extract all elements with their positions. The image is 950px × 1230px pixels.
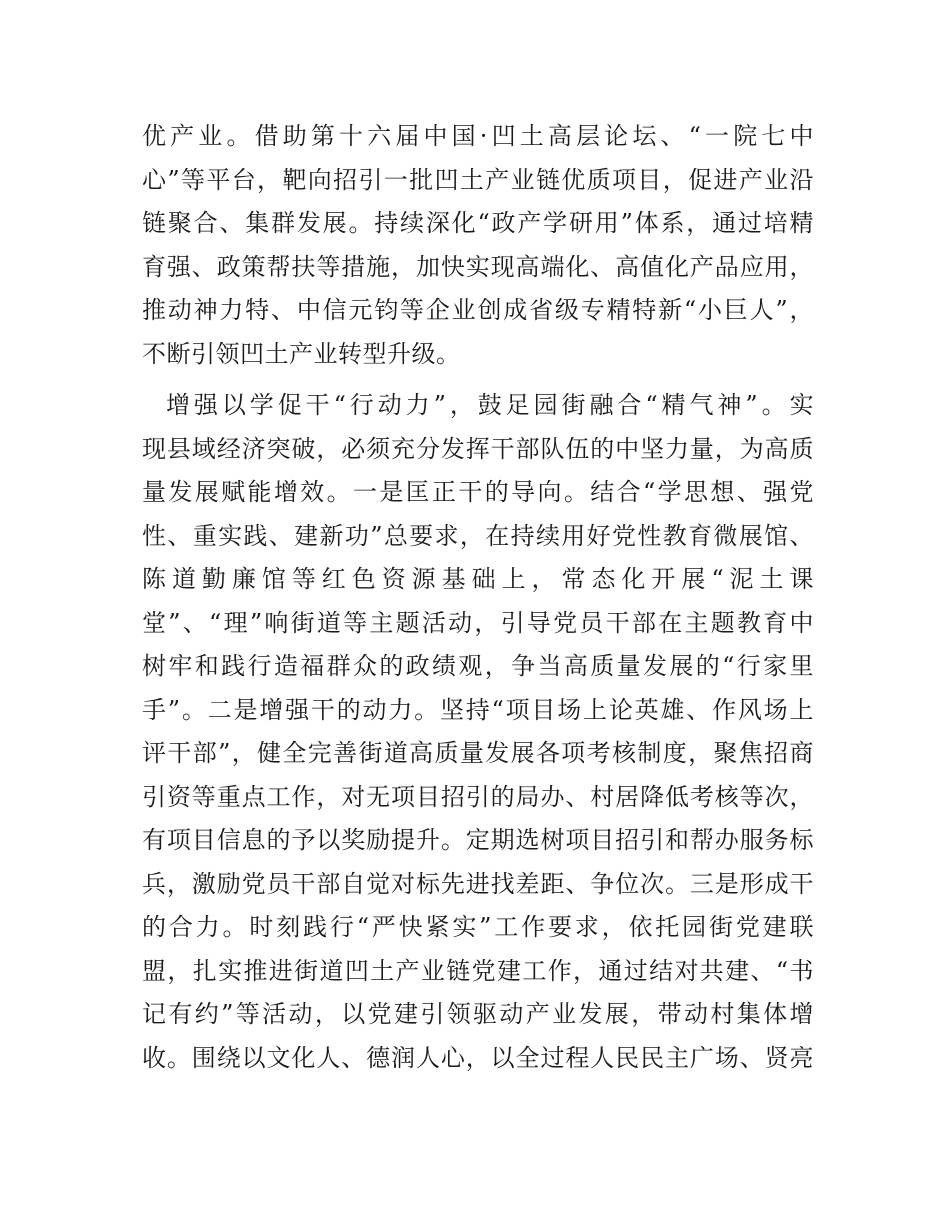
text-line: 评干部”，健全完善街道高质量发展各项考核制度，聚焦招商 [142, 739, 814, 767]
text-line: 育强、政策帮扶等措施，加快实现高端化、高值化产品应用， [142, 252, 814, 281]
text-line: 有项目信息的予以奖励提升。定期选树项目招引和帮办服务标 [142, 826, 814, 854]
paragraph-gap [142, 376, 814, 384]
text-line: 推动神力特、中信元钧等企业创成省级专精特新“小巨人”， [142, 296, 814, 324]
text-line: 陈道勤廉馆等红色资源基础上，常态化开展“泥土课 [142, 565, 814, 593]
text-line: 盟，扎实推进街道凹土产业链党建工作，通过结对共建、“书 [142, 956, 814, 985]
text-line: 性、重实践、建新功”总要求，在持续用好党性教育微展馆、 [142, 521, 814, 550]
text-line: 心”等平台，靶向招引一批凹土产业链优质项目，促进产业沿 [142, 165, 814, 194]
paragraph-1 [142, 115, 814, 376]
text-line: 堂”、“理”响街道等主题活动，引导党员干部在主题教育中 [142, 608, 814, 637]
text-line: 不断引领凹土产业转型升级。 [142, 339, 461, 368]
text-line: 增强以学促干“行动力”，鼓足园街融合“精气神”。实 [166, 391, 814, 419]
text-line: 记有约”等活动，以党建引领驱动产业发展，带动村集体增 [142, 1000, 814, 1028]
text-line: 优产业。借助第十六届中国·凹土高层论坛、“一院七中 [142, 122, 814, 150]
text-line: 收。围绕以文化人、德润人心，以全过程人民民主广场、贤亮 [142, 1043, 814, 1072]
document-body [142, 115, 814, 1080]
text-line: 引资等重点工作，对无项目招引的局办、村居降低考核等次， [142, 782, 814, 811]
text-line: 量发展赋能增效。一是匡正干的导向。结合“学思想、强党 [142, 478, 814, 506]
paragraph-2 [142, 384, 814, 1080]
text-line: 树牢和践行造福群众的政绩观，争当高质量发展的“行家里 [142, 652, 814, 680]
text-line: 链聚合、集群发展。持续深化“政产学研用”体系，通过培精 [142, 209, 814, 237]
text-line: 的合力。时刻践行“严快紧实”工作要求，依托园街党建联 [142, 913, 814, 941]
text-line: 手”。二是增强干的动力。坚持“项目场上论英雄、作风场上 [142, 695, 814, 724]
text-line: 现县域经济突破，必须充分发挥干部队伍的中坚力量，为高质 [142, 434, 814, 463]
text-line: 兵，激励党员干部自觉对标先进找差距、争位次。三是形成干 [142, 869, 814, 898]
